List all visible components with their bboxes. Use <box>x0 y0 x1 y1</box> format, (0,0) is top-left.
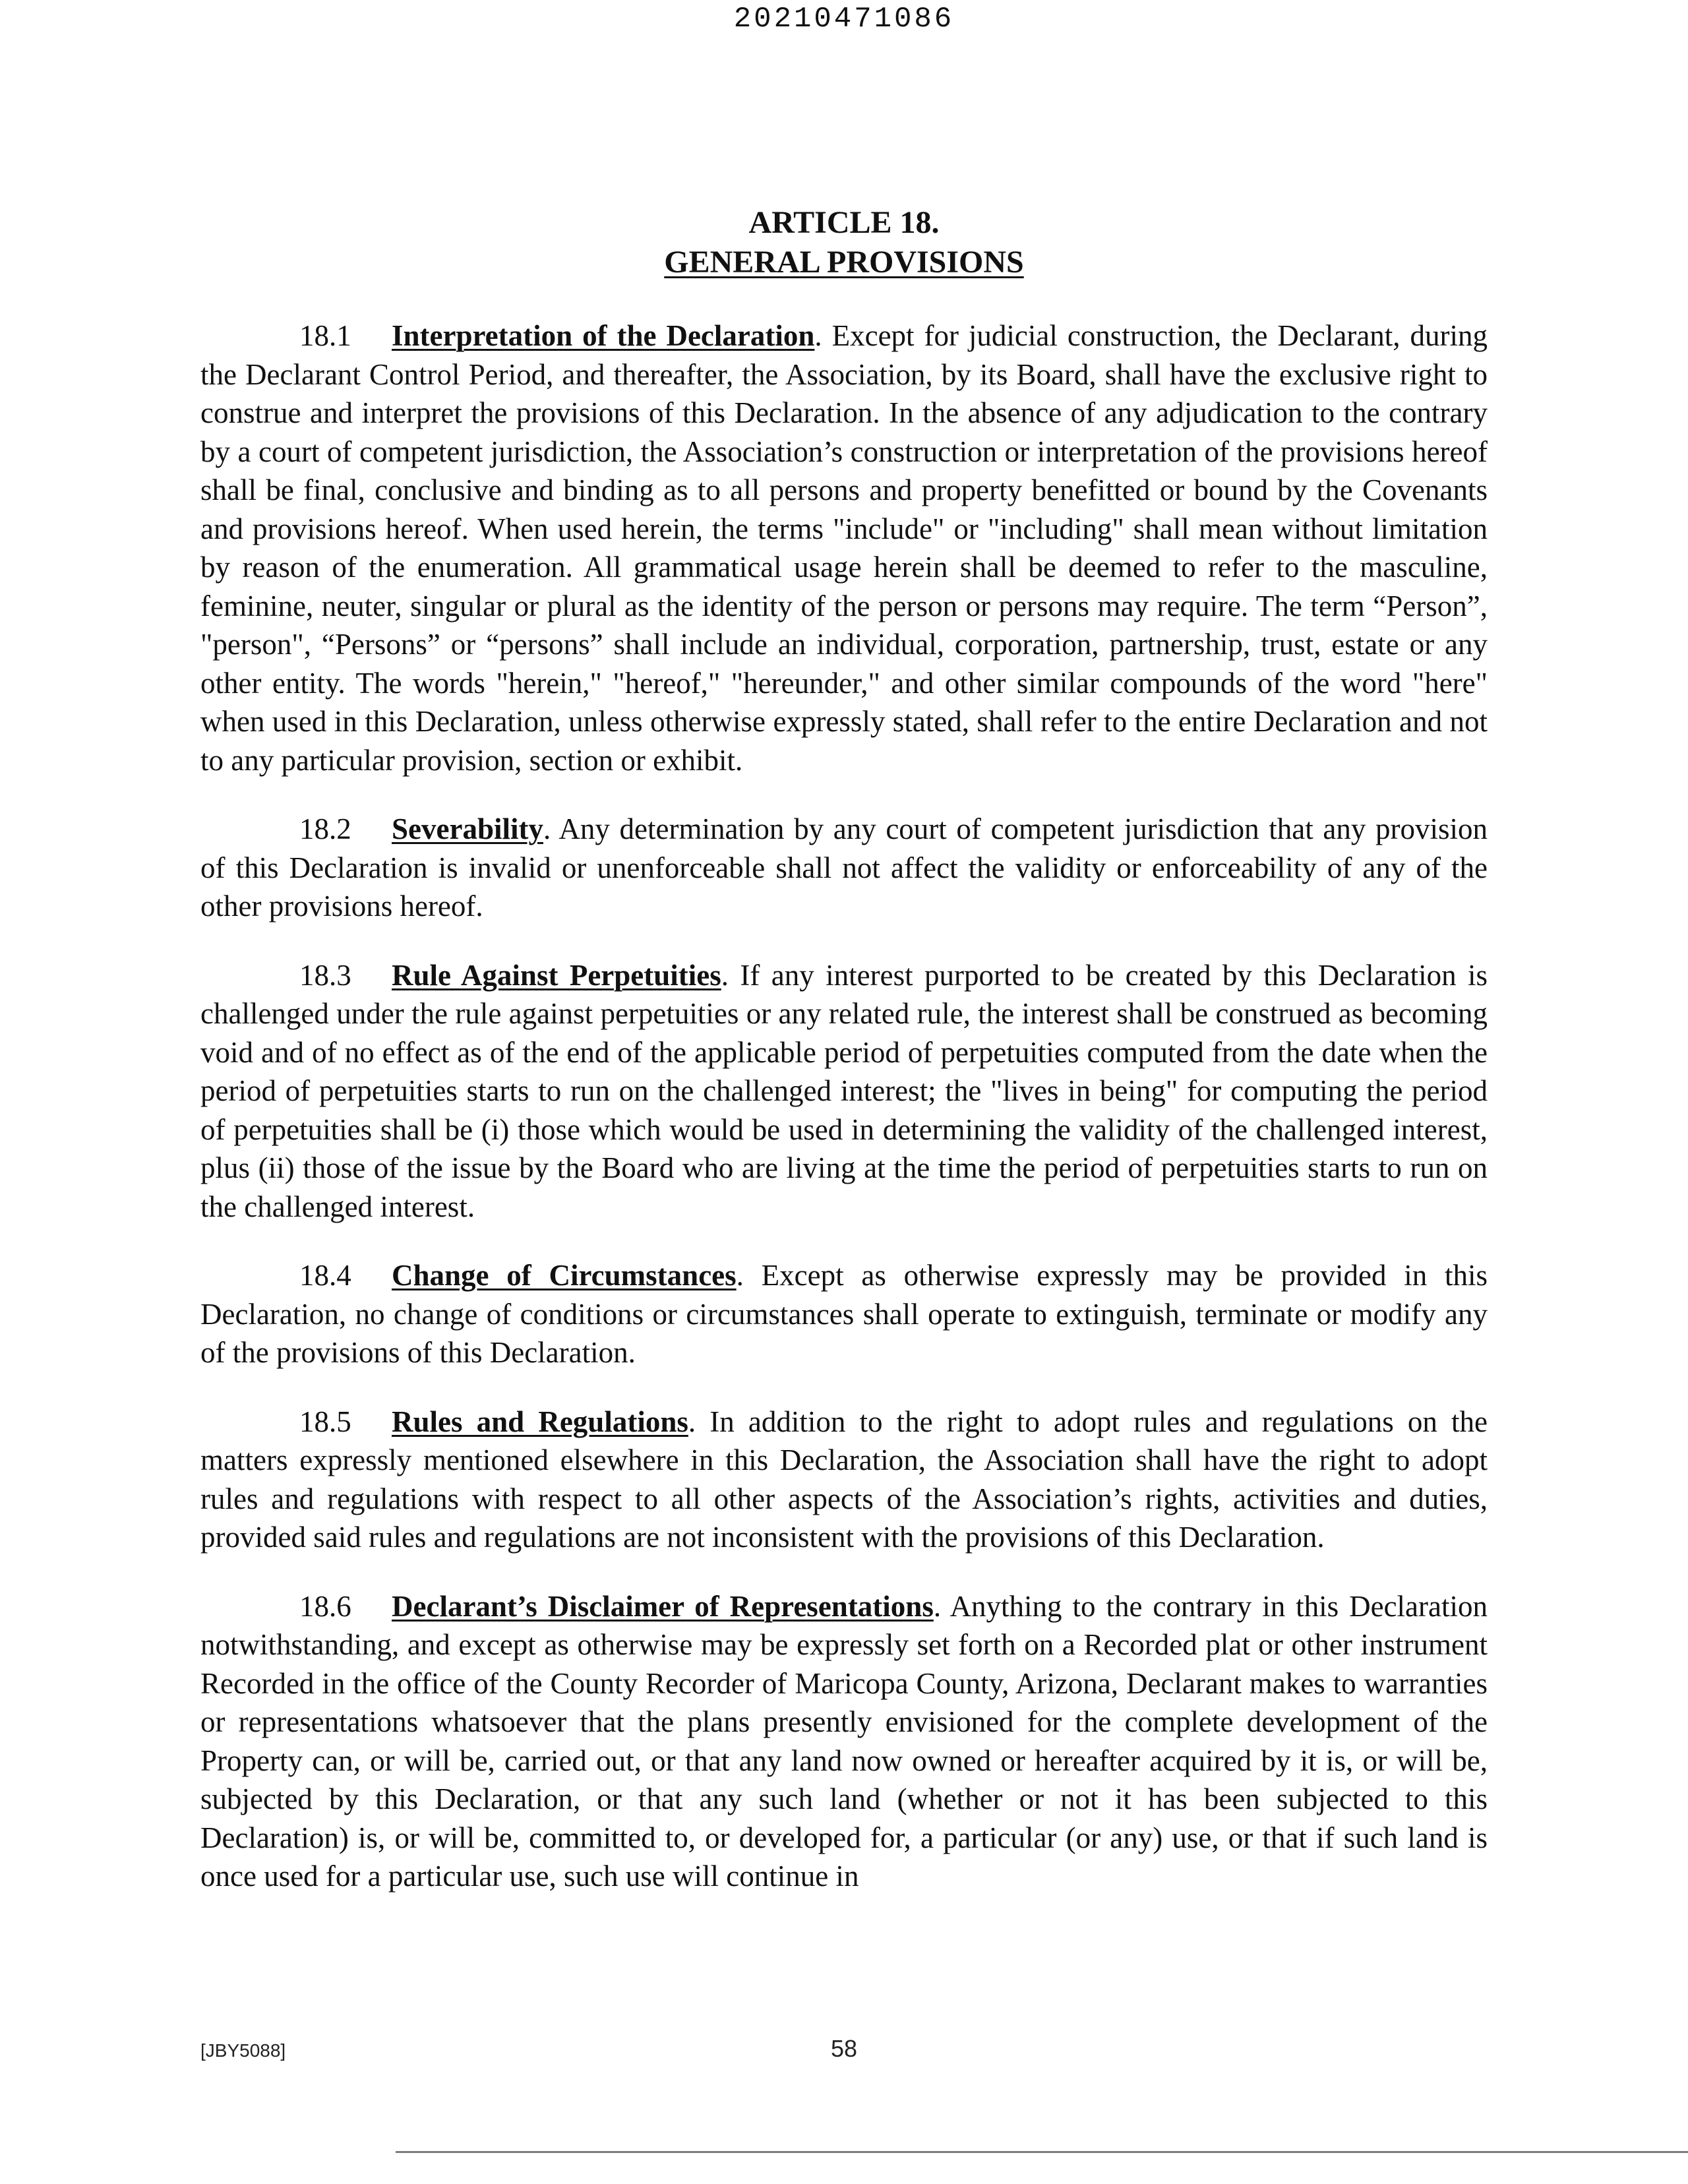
section-18-5 <box>200 1403 1488 1557</box>
section-heading: Severability <box>392 812 543 845</box>
section-heading: Change of Circumstances <box>392 1259 737 1292</box>
section-heading: Declarant’s Disclaimer of Representations <box>392 1589 934 1623</box>
scan-edge-line <box>396 2151 1688 2153</box>
section-18-1 <box>200 317 1488 779</box>
document-body <box>200 317 1488 1926</box>
section-heading: Interpretation of the Declaration <box>392 319 815 352</box>
section-number: 18.1 <box>299 319 351 352</box>
section-number: 18.2 <box>299 812 351 845</box>
section-text: . Anything to the contrary in this Declaration notwithstanding, and except as otherwise may be expressly set forth on a Recorded plat or other instrument Recorded in the office of the County Recorder of Maricopa County, Arizona, Declarant makes to warranties or representations whatsoever that the plans presently envisioned for the complete development of the Property can, or will be, carried out, or that any land now owned or hereafter acquired by it is, or will be, subjected by this Declaration, or that any such land (whether or not it has been subjected to this Declaration) is, or will be, committed to, or developed for, a particular (or any) use, or that if such land is once used for a particular use, such use will continue in <box>200 1589 1488 1893</box>
section-text: . In addition to the right to adopt rules and regulations on the matters expressly mentioned elsewhere in this Declaration, the Association shall have the right to adopt rules and regulations with respect to all other aspects of the Association’s rights, activities and duties, provided said rules and regulations are not inconsistent with the provisions of this Declaration. <box>200 1405 1488 1554</box>
section-number: 18.4 <box>299 1259 351 1292</box>
section-text: . If any interest purported to be created by this Declaration is challenged under the rule against perpetuities or any related rule, the interest shall be construed as becoming void and of no effect as of the end of the applicable period of perpetuities computed from the date when the period of perpetuities starts to run on the challenged interest; the "lives in being" for computing the period of perpetuities shall be (i) those which would be used in determining the validity of the challenged interest, plus (ii) those of the issue by the Board who are living at the time the period of perpetuities starts to run on the challenged interest. <box>200 958 1488 1223</box>
section-number: 18.6 <box>299 1589 351 1623</box>
section-text: . Any determination by any court of competent jurisdiction that any provision of this Declaration is invalid or unenforceable shall not affect the validity or enforceability of any of the other provisions hereof. <box>200 812 1488 923</box>
section-heading: Rules and Regulations <box>392 1405 688 1438</box>
footer-document-id: [JBY5088] <box>200 2040 286 2061</box>
article-heading <box>0 203 1688 282</box>
page-number: 58 <box>830 2035 858 2062</box>
section-number: 18.3 <box>299 958 351 992</box>
section-text: . Except for judicial construction, the Declarant, during the Declarant Control Period, and thereafter, the Association, by its Board, shall have the exclusive right to construe and interpret the provisions of this Declaration. In the absence of any adjudication to the contrary by a court of competent jurisdiction, the Association’s construction or interpretation of the provisions hereof shall be final, conclusive and binding as to all persons and property benefitted or bound by the Covenants and provisions hereof. When used herein, the terms "include" or "including" shall mean without limitation by reason of the enumeration. All grammatical usage herein shall be deemed to refer to the masculine, feminine, neuter, singular or plural as the identity of the person or persons may require. The term “Person”, "person", “Persons” or “persons” shall include an individual, corporation, partnership, trust, estate or any other entity. The words "herein," "hereof," "hereunder," and other similar compounds of the word "here" when used in this Declaration, unless otherwise expressly stated, shall refer to the entire Declaration and not to any particular provision, section or exhibit. <box>200 319 1488 777</box>
section-text: . Except as otherwise expressly may be provided in this Declaration, no change of conditions or circumstances shall operate to extinguish, terminate or modify any of the provisions of this Declaration. <box>200 1259 1488 1369</box>
section-number: 18.5 <box>299 1405 351 1438</box>
section-18-6 <box>200 1587 1488 1896</box>
section-18-4 <box>200 1256 1488 1372</box>
article-title: GENERAL PROVISIONS <box>664 245 1024 280</box>
section-18-2 <box>200 810 1488 926</box>
recording-number: 20210471086 <box>733 3 955 36</box>
article-label: ARTICLE 18. <box>748 205 940 240</box>
section-heading: Rule Against Perpetuities <box>392 958 721 992</box>
section-18-3 <box>200 956 1488 1227</box>
